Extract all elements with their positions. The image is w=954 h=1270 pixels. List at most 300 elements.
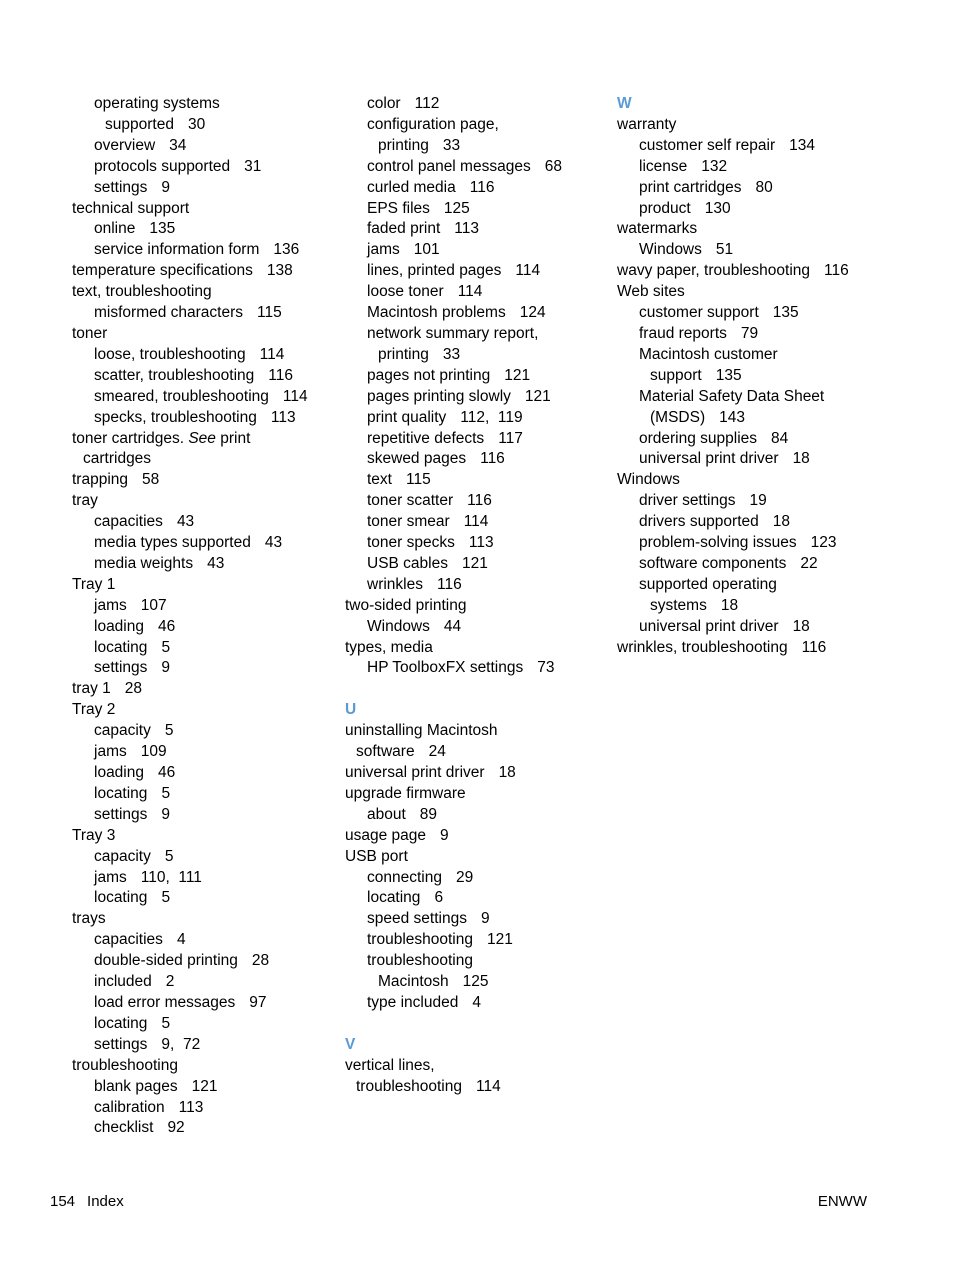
index-term: trays [72,910,106,928]
index-term: locating [94,1014,148,1032]
index-term: warranty [617,115,677,133]
index-entry [617,219,887,240]
page-reference[interactable]: 114 [282,387,308,405]
page-reference[interactable]: 33 [442,345,461,363]
index-term: toner specks [367,534,455,552]
page-reference[interactable]: 43 [207,554,225,572]
index-entry [345,638,615,659]
index-entry [72,1056,342,1077]
index-entry [617,345,887,366]
page-reference[interactable]: 97 [249,993,267,1011]
index-term: customer support [639,304,759,322]
page-reference[interactable]: 80 [755,178,773,196]
index-term: settings [94,178,148,196]
index-term: Macintosh customer [639,345,778,363]
page-reference[interactable]: 123 [810,534,837,552]
index-entry [345,617,615,638]
index-entry [72,178,342,199]
index-entry [345,199,615,220]
page-reference[interactable]: 5 [161,1014,171,1032]
index-term: technical support [72,199,190,217]
index-entry [72,491,342,512]
page-reference[interactable]: 9, 72 [161,1035,201,1053]
page-reference[interactable]: 58 [142,471,160,489]
page-reference[interactable]: 125 [443,199,470,217]
index-term: protocols supported [94,157,231,175]
index-entry [72,658,342,679]
index-letter-heading: V [345,1035,356,1053]
index-term: uninstalling Macintosh [345,722,498,740]
page-reference[interactable]: 6 [434,889,444,907]
index-entry [345,324,615,345]
index-term: software components [639,554,787,572]
section-name: Index [87,1193,124,1210]
page-reference[interactable]: 9 [480,910,490,928]
page-reference[interactable]: 44 [443,617,462,635]
index-entry [345,115,615,136]
page-reference[interactable]: 116 [467,492,492,510]
index-entry [72,303,342,324]
page-reference[interactable]: 116 [480,450,505,468]
index-term: loose, troubleshooting [94,345,246,363]
page-reference[interactable]: 28 [124,680,143,698]
index-term: settings [94,659,148,677]
index-entry [72,1035,342,1056]
index-term: ordering supplies [639,429,758,447]
index-entry [72,533,342,554]
page-reference[interactable]: 68 [544,157,562,175]
index-entry [72,742,342,763]
index-entry [345,888,615,909]
index-term: Web sites [617,283,685,301]
index-term: capacities [94,513,163,531]
page-reference[interactable]: 113 [270,408,296,426]
index-term: Tray 1 [72,575,116,593]
index-entry [617,240,887,261]
page-reference[interactable]: 136 [273,241,300,259]
index-term: troubleshooting [356,1077,462,1095]
index-term: USB port [345,847,408,865]
index-entry [617,178,887,199]
index-entry [72,868,342,889]
index-term: tray [72,492,98,510]
index-entry [72,366,342,387]
page-reference[interactable]: 135 [715,366,742,384]
page-reference[interactable]: 117 [498,429,523,447]
index-entry [345,1056,615,1077]
page-reference[interactable]: 19 [749,492,767,510]
index-entry [72,219,342,240]
index-term: operating systems [94,95,220,112]
page-reference[interactable]: 135 [772,304,799,322]
index-term: jams [367,241,400,259]
index-entry [72,784,342,805]
index-entry [72,429,342,450]
page-reference[interactable]: 135 [149,220,176,238]
index-term: trapping [72,471,129,489]
index-entry [617,115,887,136]
index-term: toner cartridges. [72,429,184,447]
index-entry [617,638,887,659]
index-entry [345,408,615,429]
index-entry [72,408,342,429]
index-term: Material Safety Data Sheet [639,387,825,405]
page-reference[interactable]: 51 [715,241,734,259]
index-entry [345,784,615,805]
index-entry [617,157,887,178]
index-term: supported operating [639,575,777,593]
index-entry [72,387,342,408]
page-reference[interactable]: 130 [704,199,731,217]
index-entry [617,282,887,303]
index-entry [617,617,887,638]
index-entry [72,115,342,136]
page-reference[interactable]: 134 [789,136,815,154]
index-entry [72,1077,342,1098]
index-entry [72,888,342,909]
index-term: loading [94,764,144,781]
index-term: blank pages [94,1077,178,1095]
page-reference[interactable]: 9 [161,659,171,677]
page-reference[interactable]: 5 [164,847,174,865]
index-term: support [650,366,702,384]
page-reference[interactable]: 24 [428,743,446,761]
page-reference[interactable]: 121 [191,1077,218,1095]
index-term: included [94,973,152,991]
index-entry [72,763,342,784]
page-reference[interactable]: 107 [140,596,167,614]
page-reference[interactable]: 113 [468,534,494,552]
index-entry [72,136,342,157]
index-entry [345,240,615,261]
page-reference[interactable]: 84 [771,429,789,447]
index-term: toner smear [367,513,450,531]
page-reference[interactable]: 124 [519,304,546,322]
index-term: Macintosh problems [367,304,506,322]
index-entry [72,240,342,261]
page-reference[interactable]: 30 [187,115,206,133]
index-entry [72,596,342,617]
index-term: systems [650,596,707,614]
index-entry [617,470,887,491]
index-term: supported [105,115,174,133]
index-term: wrinkles, troubleshooting [617,638,788,656]
index-entry [72,157,342,178]
page-reference[interactable]: 121 [461,554,488,572]
page-reference[interactable]: 115 [405,471,431,489]
index-term: locating [94,784,148,802]
page-reference[interactable]: 109 [140,743,167,761]
index-entry [617,387,887,408]
index-term: troubleshooting [367,952,473,970]
index-term: settings [94,805,148,823]
index-term: USB cables [367,554,448,572]
index-term: product [639,199,691,217]
index-term: service information form [94,241,260,259]
index-term: loading [94,617,144,635]
index-entry [72,700,342,721]
index-term: wavy paper, troubleshooting [617,262,811,280]
page-reference[interactable]: 5 [161,889,171,907]
index-term: settings [94,1035,148,1053]
page-reference[interactable]: 4 [176,931,186,949]
page-reference[interactable]: 112, 119 [460,408,523,426]
index-term: jams [94,868,127,886]
page-reference[interactable]: 121 [524,387,551,405]
index-entry [72,638,342,659]
index-term: speed settings [367,910,467,928]
index-term: software [356,743,415,761]
page-reference[interactable]: 114 [515,262,541,280]
index-entry [345,596,615,617]
index-entry [345,366,615,387]
page-reference[interactable]: 34 [169,136,187,154]
page-reference[interactable]: 18 [720,596,739,614]
page-reference[interactable]: 92 [167,1119,185,1137]
page-reference[interactable]: 79 [740,324,759,342]
index-entry [72,930,342,951]
page-reference[interactable]: 132 [701,157,728,175]
index-entry [617,366,887,387]
page-reference[interactable]: 116 [268,366,293,384]
index-term: print cartridges [639,178,742,196]
index-entry [617,429,887,450]
index-term: jams [94,596,127,614]
page-reference[interactable]: 33 [442,136,461,154]
index-entry [72,805,342,826]
index-term: overview [94,136,156,154]
page-reference[interactable]: 73 [537,659,555,677]
page-reference[interactable]: 125 [462,973,489,991]
index-entry [72,94,342,115]
index-entry [345,470,615,491]
page-reference[interactable]: 9 [440,826,449,844]
index-term: smeared, troubleshooting [94,387,269,405]
index-term: connecting [367,868,442,886]
page-reference[interactable]: 114 [259,345,285,363]
index-entry [345,157,615,178]
index-term: problem-solving issues [639,534,797,552]
index-term: universal print driver [345,763,485,781]
page-reference[interactable]: 2 [165,973,175,991]
page-reference[interactable]: 46 [158,764,176,781]
page-reference[interactable]: 18 [498,763,516,781]
see-reference: See [188,429,216,447]
index-term: text [367,471,392,489]
index-term: media weights [94,554,194,572]
index-term: online [94,220,136,238]
index-term: skewed pages [367,450,467,468]
index-entry [72,449,342,470]
index-term: universal print driver [639,450,779,468]
index-entry [345,658,615,679]
index-term: locating [94,638,148,656]
index-term: EPS files [367,199,430,217]
index-term: locating [367,889,421,907]
index-entry [617,199,887,220]
index-entry [72,617,342,638]
page-reference[interactable]: 18 [792,450,810,468]
index-term: cartridges [83,450,152,468]
index-entry [345,742,615,763]
index-entry [345,826,615,847]
index-term: capacity [94,722,151,740]
index-entry [617,554,887,575]
section-gap [345,1014,615,1035]
index-entry [345,868,615,889]
index-term: Tray 3 [72,826,116,844]
page-reference[interactable]: 114 [476,1077,501,1095]
index-term: pages printing slowly [367,387,511,405]
see-target: print [220,429,251,447]
page-reference[interactable]: 121 [504,366,531,384]
index-term: printing [378,345,429,363]
index-entry [345,449,615,470]
index-column-2 [345,94,615,1097]
index-entry [345,345,615,366]
page-reference[interactable]: 5 [161,638,171,656]
page-reference[interactable]: 43 [264,534,283,552]
index-entry [345,993,615,1014]
index-term: lines, printed pages [367,262,502,280]
index-entry [345,951,615,972]
index-term: Tray 2 [72,701,116,719]
index-term: drivers supported [639,513,759,531]
section-gap [345,679,615,700]
page-reference[interactable]: 113 [454,220,479,238]
page-footer-right: ENWW [817,1193,867,1210]
index-entry [345,972,615,993]
index-term: Macintosh [378,973,449,991]
index-term: pages not printing [367,366,491,384]
index-term: types, media [345,638,433,656]
page-reference[interactable]: 114 [457,283,483,301]
page-reference[interactable]: 116 [801,638,827,656]
page-reference[interactable]: 116 [824,262,849,280]
page-reference[interactable]: 43 [176,513,195,531]
index-letter-heading: U [345,701,357,719]
index-term: wrinkles [367,575,423,593]
index-column-1 [72,94,342,1139]
index-term: fraud reports [639,324,727,342]
page-reference[interactable]: 46 [158,617,176,635]
page-reference[interactable]: 116 [469,178,495,196]
page-reference[interactable]: 5 [161,784,171,802]
page-reference[interactable]: 18 [772,513,791,531]
index-term: media types supported [94,534,251,552]
index-term: Windows [639,241,702,259]
index-letter-heading: W [617,95,632,112]
index-entry [345,136,615,157]
page-footer-left [50,1192,124,1212]
index-entry [345,219,615,240]
index-entry [72,554,342,575]
index-entry [617,533,887,554]
page-reference[interactable]: 9 [161,178,171,196]
index-entry [345,575,615,596]
index-term: vertical lines, [345,1056,435,1074]
page-reference[interactable]: 121 [487,931,513,949]
index-column-3 [617,94,887,658]
index-entry [72,679,342,700]
index-term: watermarks [617,220,698,238]
index-term: type included [367,993,459,1011]
page-reference[interactable]: 28 [251,952,270,970]
index-entry [617,449,887,470]
index-term: control panel messages [367,157,531,175]
page-reference[interactable]: 101 [413,241,440,259]
index-entry [72,470,342,491]
page-reference[interactable]: 9 [161,805,171,823]
index-entry [72,721,342,742]
page-reference[interactable]: 138 [266,262,293,280]
page-reference[interactable]: 112 [414,95,440,112]
index-term: upgrade firmware [345,784,466,802]
index-entry [72,1098,342,1119]
index-term: calibration [94,1098,165,1116]
index-entry [72,282,342,303]
index-entry [72,324,342,345]
index-term: toner scatter [367,492,454,510]
index-entry [617,596,887,617]
index-term: faded print [367,220,441,238]
index-term: repetitive defects [367,429,485,447]
index-term: capacity [94,847,151,865]
page-reference[interactable]: 31 [244,157,262,175]
index-term: usage page [345,826,427,844]
index-term: configuration page, [367,115,499,133]
page-reference[interactable]: 115 [257,304,282,322]
index-entry [72,345,342,366]
index-term: double-sided printing [94,952,238,970]
index-entry [72,199,342,220]
index-entry [72,826,342,847]
index-entry [617,512,887,533]
index-term: text, troubleshooting [72,283,212,301]
page-reference[interactable]: 116 [436,575,462,593]
page-reference[interactable]: 113 [178,1098,204,1116]
index-term: driver settings [639,492,736,510]
index-entry [617,491,887,512]
index-term: curled media [367,178,456,196]
page-reference[interactable]: 110, 111 [140,868,202,886]
page-reference[interactable]: 22 [800,554,818,572]
index-term: printing [378,136,429,154]
index-entry [345,930,615,951]
index-entry [617,408,887,429]
page-reference[interactable]: 4 [472,993,481,1011]
index-entry [345,909,615,930]
index-entry [617,575,887,596]
index-term: scatter, troubleshooting [94,366,255,384]
index-entry [617,324,887,345]
page-reference[interactable]: 18 [792,617,810,635]
page-reference[interactable]: 5 [164,722,174,740]
index-term: customer self repair [639,136,776,154]
index-term: checklist [94,1119,154,1137]
index-entry [72,1014,342,1035]
index-term: license [639,157,688,175]
page-reference[interactable]: 114 [463,513,489,531]
index-entry [345,303,615,324]
index-term: troubleshooting [72,1056,178,1074]
page-number: 154 [50,1193,76,1210]
index-term: toner [72,324,108,342]
page-reference[interactable]: 143 [719,408,745,426]
page-reference[interactable]: 89 [419,805,438,823]
index-entry [345,533,615,554]
page-reference[interactable]: 29 [455,868,474,886]
